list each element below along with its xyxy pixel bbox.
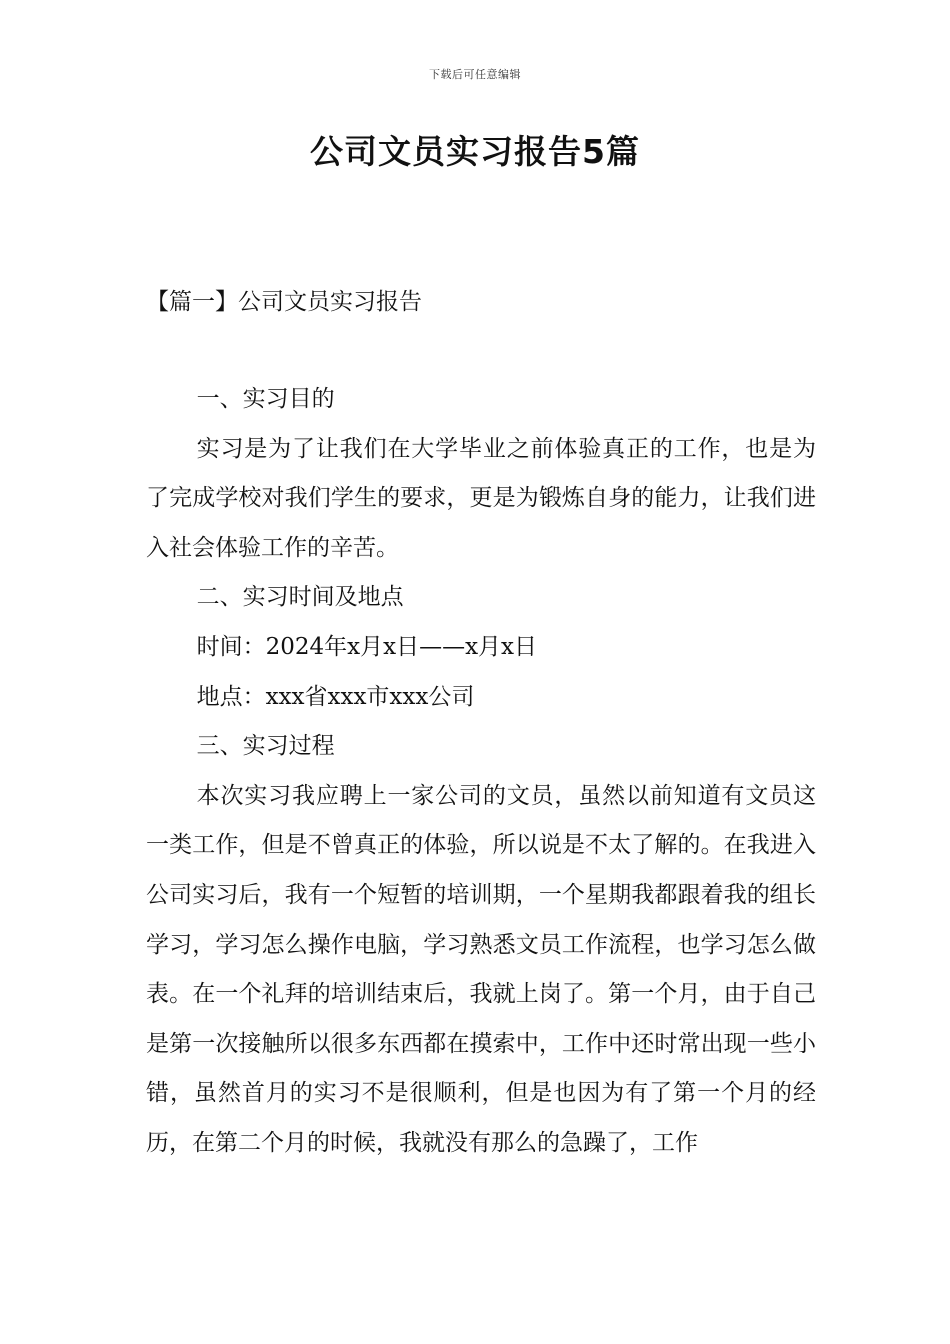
paragraph-process: 本次实习我应聘上一家公司的文员，虽然以前知道有文员这一类工作，但是不曾真正的体验，所以说是不太了解的。在我进入公司实习后，我有一个短暂的培训期，一个星期我都跟着我的组长学习，学习怎么操作电脑，学习熟悉文员工作流程，也学习怎么做表。在一个礼拜的培训结束后，我就上岗了。第一个月，由于自己是第一次接触所以很多东西都在摸索中，工作中还时常出现一些小错，虽然首月的实习不是很顺利，但是也因为有了第一个月的经历，在第二个月的时候，我就没有那么的急躁了，工作 <box>146 782 816 1156</box>
subheading-purpose: 一、实习目的 <box>196 386 335 412</box>
paragraph-time: 时间：2024年x月x日——x月x日 <box>196 633 538 660</box>
paragraph-place: 地点：xxx省xxx市xxx公司 <box>196 683 475 710</box>
subheading-process: 三、实习过程 <box>196 733 335 760</box>
header-note: 下载后可任意编辑 <box>429 68 521 81</box>
document-title: 公司文员实习报告5篇 <box>310 132 640 171</box>
document-body <box>146 375 816 1169</box>
section-heading: 【篇一】公司文员实习报告 <box>146 289 422 315</box>
paragraph-purpose: 实习是为了让我们在大学毕业之前体验真正的工作，也是为了完成学校对我们学生的要求，更是为锻炼自身的能力，让我们进入社会体验工作的辛苦。 <box>146 435 816 561</box>
subheading-time-place: 二、实习时间及地点 <box>196 584 404 611</box>
